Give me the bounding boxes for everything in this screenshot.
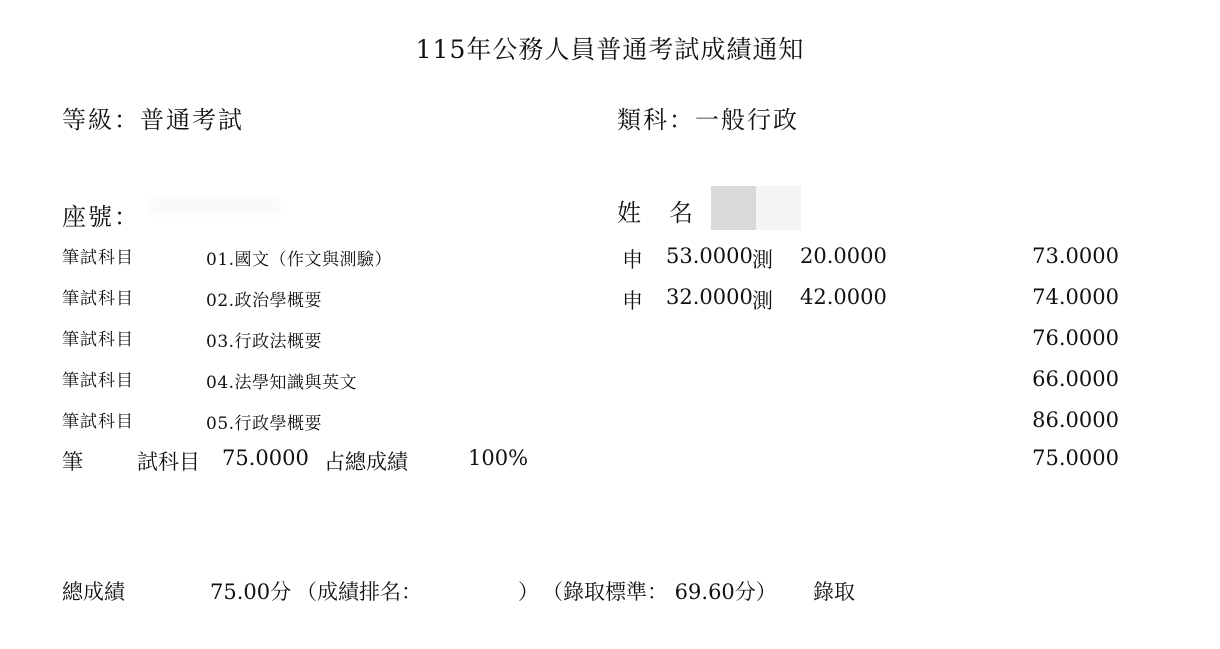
test-score: 42.0000 (800, 285, 887, 309)
exam-level: 等級：普通考試 (62, 106, 244, 134)
document-title: 115年公務人員普通考試成績通知 (415, 35, 805, 64)
row-label: 筆試科目 (62, 330, 134, 350)
rank-open: （成績排名： (296, 580, 422, 604)
name-label: 姓 名 (617, 199, 695, 227)
exam-category: 類科：一般行政 (617, 106, 799, 134)
essay-score: 53.0000 (666, 244, 753, 268)
admission-result: 錄取 (813, 580, 855, 604)
test-label: 測 (752, 289, 773, 313)
row-label: 筆試科目 (62, 289, 134, 309)
summary-average: 75.0000 (222, 446, 309, 470)
summary-total: 75.0000 (1032, 446, 1119, 470)
subject-name: 02.政治學概要 (206, 291, 323, 311)
row-label: 筆試科目 (62, 248, 134, 268)
summary-share-percent: 100% (468, 446, 529, 470)
seat-number-redacted (150, 197, 280, 215)
subject-total: 86.0000 (1032, 408, 1119, 432)
test-label: 測 (752, 248, 773, 272)
subject-name: 03.行政法概要 (206, 332, 323, 352)
name-redaction-block (711, 186, 756, 230)
essay-score: 32.0000 (666, 285, 753, 309)
row-label: 筆試科目 (62, 371, 134, 391)
row-label: 筆試科目 (62, 412, 134, 432)
rank-close: ） (518, 580, 539, 604)
subject-name: 01.國文（作文與測驗） (206, 250, 393, 270)
final-score: 75.00分 (210, 580, 292, 604)
subject-name: 04.法學知識與英文 (206, 373, 358, 393)
essay-label: 申 (622, 289, 643, 313)
summary-share-label: 占總成績 (324, 450, 408, 474)
final-score-label: 總成績 (62, 580, 125, 604)
test-score: 20.0000 (800, 244, 887, 268)
admission-cutoff: （錄取標準： 69.60分） (542, 580, 777, 604)
subject-total: 74.0000 (1032, 285, 1119, 309)
summary-label-1: 筆 (62, 450, 83, 474)
summary-label-2: 試科目 (137, 450, 200, 474)
essay-label: 申 (622, 248, 643, 272)
subject-total: 76.0000 (1032, 326, 1119, 350)
seat-number-label: 座號： (62, 203, 140, 231)
subject-name: 05.行政學概要 (206, 414, 323, 434)
name-redaction-block (756, 186, 801, 230)
subject-total: 73.0000 (1032, 244, 1119, 268)
subject-total: 66.0000 (1032, 367, 1119, 391)
